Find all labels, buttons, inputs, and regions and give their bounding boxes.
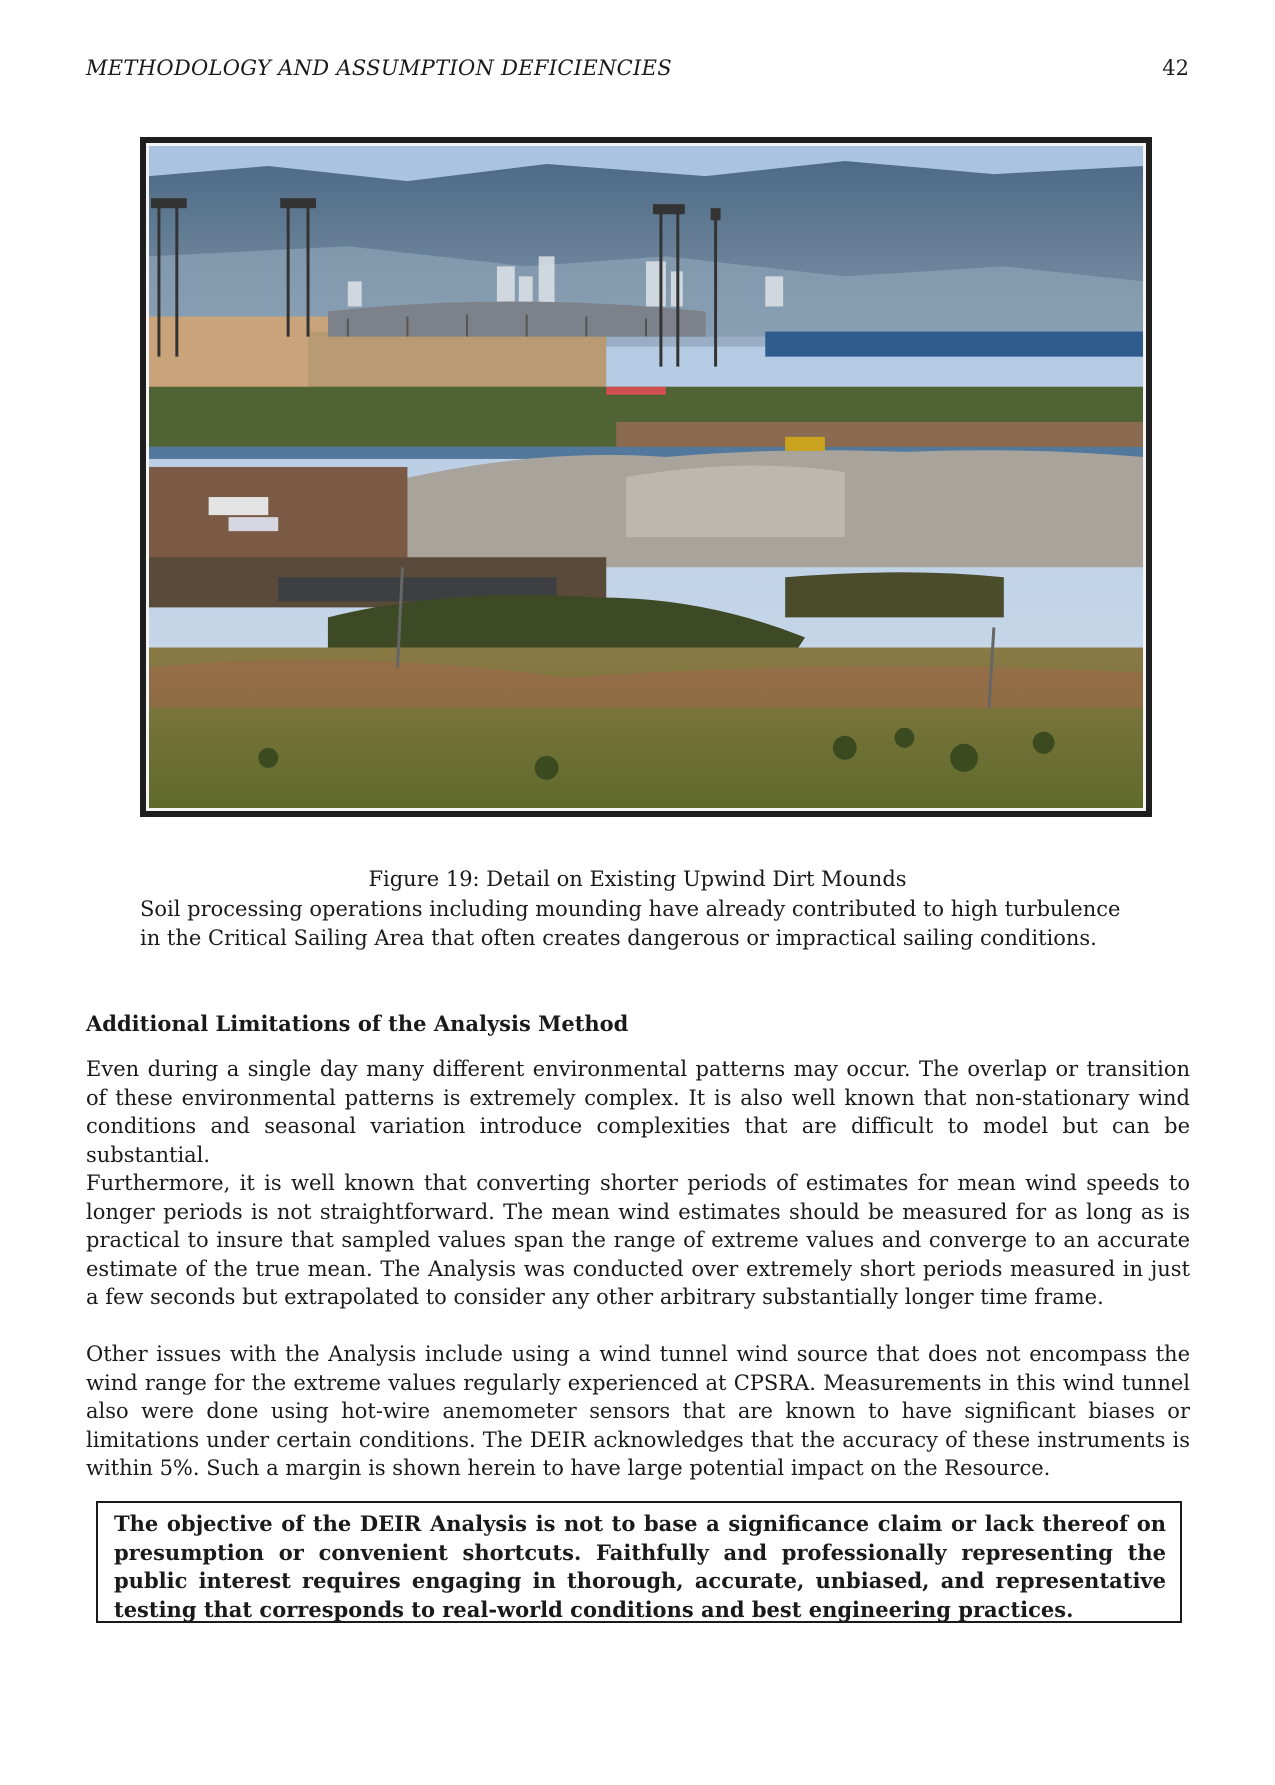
section-heading: Additional Limitations of the Analysis Method — [86, 1011, 629, 1036]
figure-caption: Soil processing operations including mounding have already contributed to high turbulence in the Critical Sailing Area that often creates dangerous or impractical sailing conditions. — [140, 897, 1121, 950]
page-number: 42 — [1162, 56, 1189, 80]
figure-photo-frame — [140, 137, 1152, 817]
landscape-photo — [149, 146, 1143, 808]
paragraph: Furthermore, it is well known that converting shorter periods of estimates for mean wind speeds to longer periods is not straightforward. The mean wind estimates should be measured for as long as is practical to insure that sampled values span the range of extreme values and converge to an accurate estimate of the true mean. The Analysis was conducted over extremely short periods measured in just a few seconds but extrapolated to consider any other arbitrary substantially longer time frame. — [86, 1171, 1190, 1309]
conclusion-callout-box: The objective of the DEIR Analysis is not to base a significance claim or lack thereof on presumption or convenient shortcuts. Faithfully and professionally representing the public interest requires engaging in thorough, accurate, unbiased, and representative testing that corresponds to real-world conditions and best engineering practices. — [96, 1501, 1182, 1623]
running-header-title: METHODOLOGY AND ASSUMPTION DEFICIENCIES — [86, 56, 672, 80]
paragraph: Even during a single day many different environmental patterns may occur. The overlap or transition of these environmental patterns is extremely complex. It is also well known that non-stationary wind conditions and seasonal variation introduce complexities that are difficult to model but can be substantial. — [86, 1057, 1190, 1167]
paragraph: Other issues with the Analysis include using a wind tunnel wind source that does not encompass the wind range for the extreme values regularly experienced at CPSRA. Measurements in this wind tunnel also were done using hot-wire anemometer sensors that are known to have significant biases or limitations under certain conditions. The DEIR acknowledges that the accuracy of these instruments is within 5%. Such a margin is shown herein to have large potential impact on the Resource. — [86, 1342, 1190, 1480]
figure-title: Figure 19: Detail on Existing Upwind Dirt Mounds — [368, 867, 907, 891]
